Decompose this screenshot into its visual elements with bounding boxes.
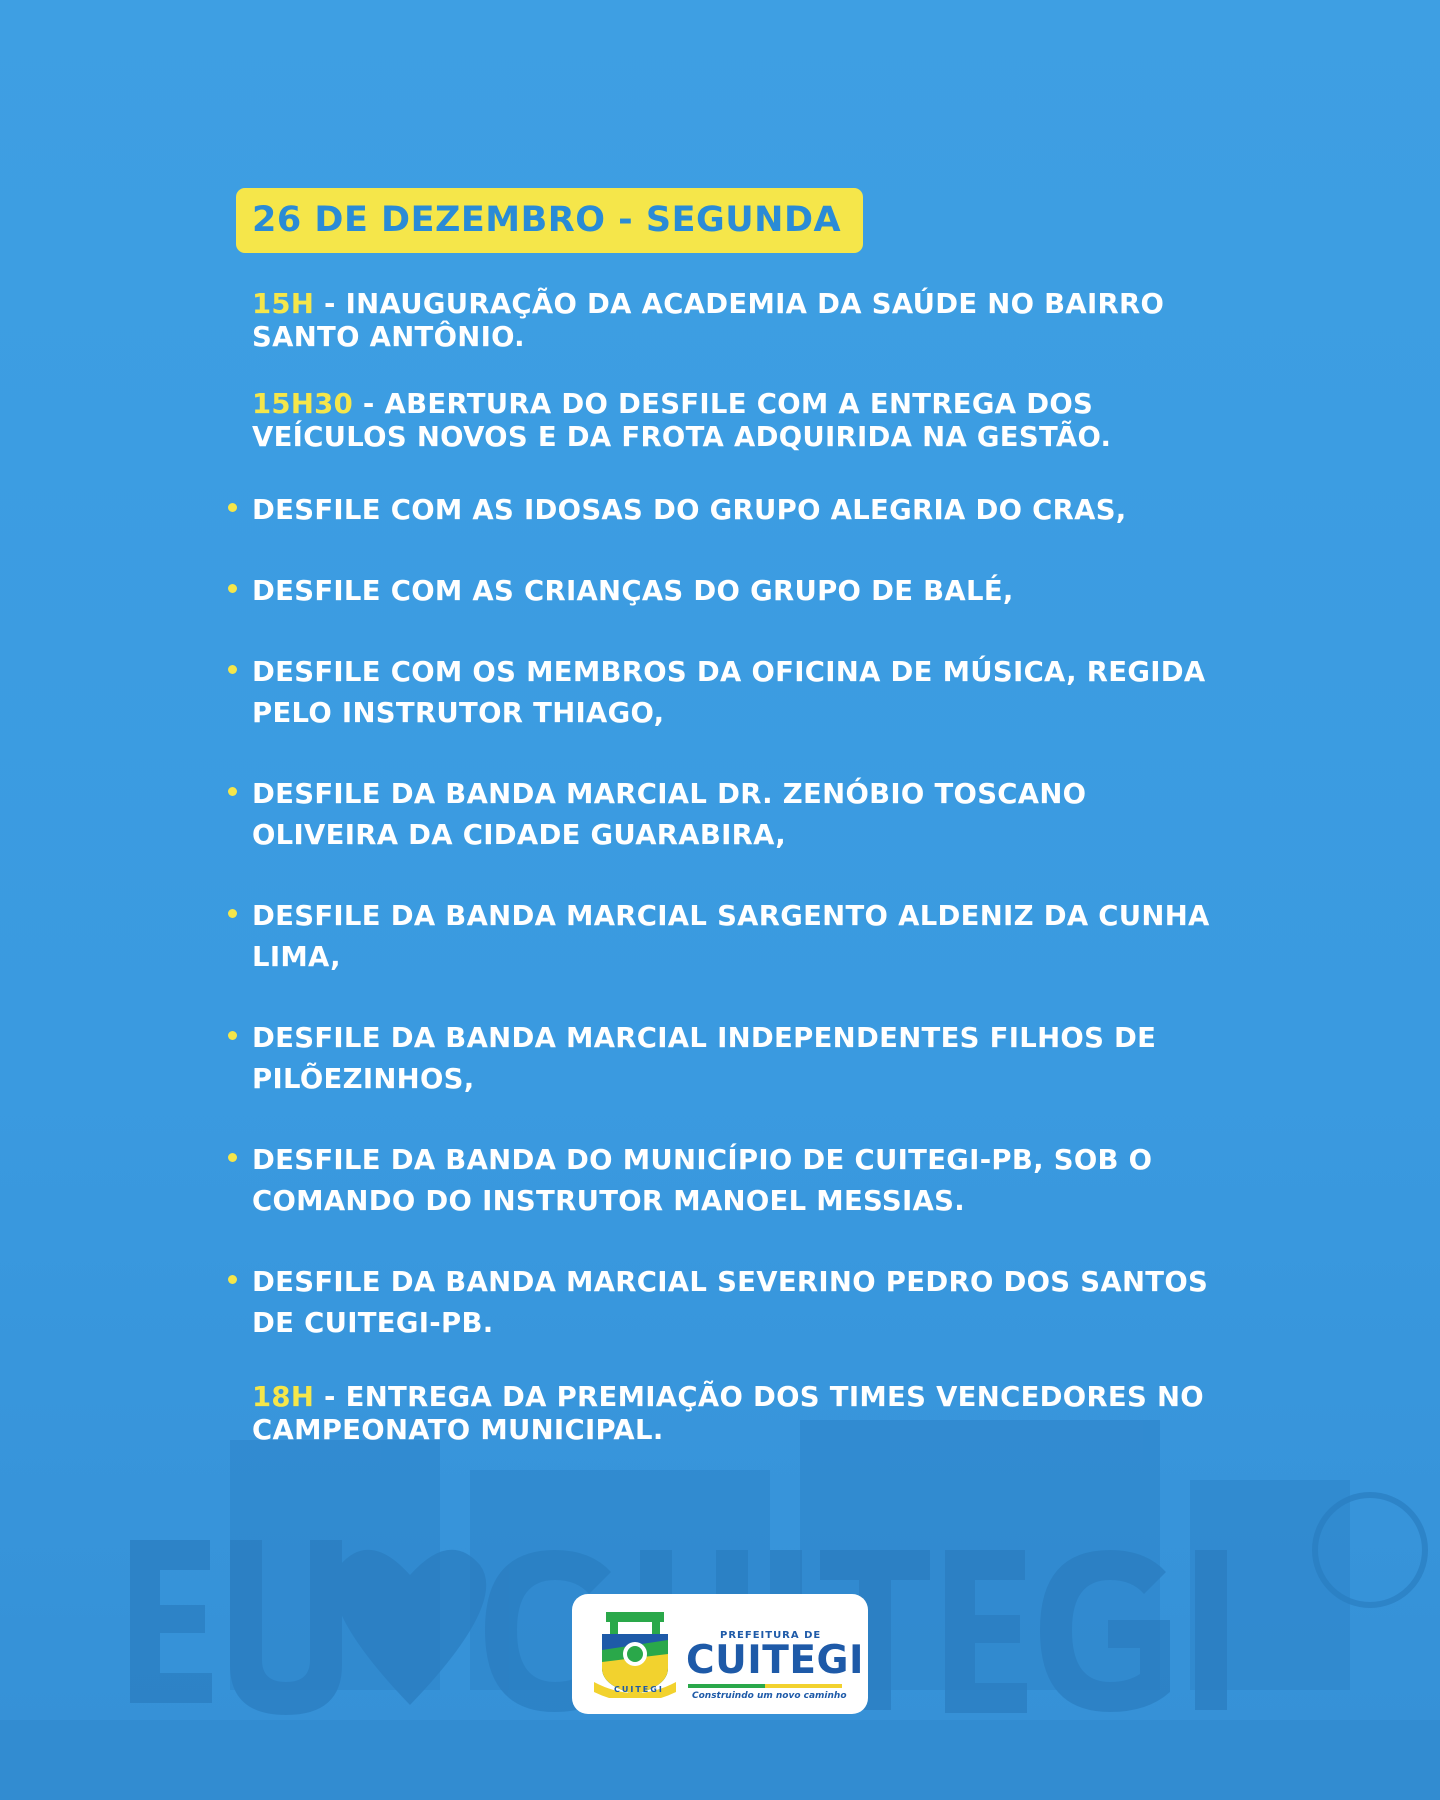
crest-ribbon-text: CUITEGI xyxy=(614,1685,664,1694)
bullet-icon xyxy=(228,1275,237,1284)
schedule-item xyxy=(252,288,1232,354)
parade-item xyxy=(252,1018,1232,1100)
parade-item xyxy=(252,774,1232,856)
parade-item xyxy=(252,896,1232,978)
bullet-icon xyxy=(228,584,237,593)
parade-item xyxy=(252,490,1232,531)
schedule-panel xyxy=(236,188,1236,1446)
bullet-icon xyxy=(228,909,237,918)
parade-text: DESFILE DA BANDA DO MUNICÍPIO DE CUITEGI-PB, SOB O COMANDO DO INSTRUTOR MANOEL MESSIAS. xyxy=(252,1144,1153,1217)
time-label: 15H xyxy=(252,288,315,320)
parade-item xyxy=(252,652,1232,734)
parade-text: DESFILE COM AS IDOSAS DO GRUPO ALEGRIA DO CRAS, xyxy=(252,494,1127,526)
schedule-text: - INAUGURAÇÃO DA ACADEMIA DA SAÚDE NO BAIRRO SANTO ANTÔNIO. xyxy=(252,288,1165,353)
logo-name: CUITEGI xyxy=(686,1638,865,1683)
logo-prefix: PREFEITURA DE xyxy=(720,1630,822,1641)
logo-divider xyxy=(688,1684,842,1688)
parade-item xyxy=(252,571,1232,612)
time-label: 15H30 xyxy=(252,388,354,420)
parade-item xyxy=(252,1140,1232,1222)
time-label: 18H xyxy=(252,1381,315,1413)
parade-text: DESFILE COM AS CRIANÇAS DO GRUPO DE BALÉ, xyxy=(252,575,1014,607)
date-badge: 26 DE DEZEMBRO - SEGUNDA xyxy=(236,188,863,253)
schedule-item xyxy=(252,388,1232,454)
logo-slogan: Construindo um novo caminho xyxy=(692,1691,847,1701)
bullet-icon xyxy=(228,787,237,796)
parade-text: DESFILE DA BANDA MARCIAL SEVERINO PEDRO DOS SANTOS DE CUITEGI-PB. xyxy=(252,1266,1209,1339)
parade-item xyxy=(252,1262,1232,1344)
parade-text: DESFILE DA BANDA MARCIAL SARGENTO ALDENIZ DA CUNHA LIMA, xyxy=(252,900,1210,973)
schedule-text: - ENTREGA DA PREMIAÇÃO DOS TIMES VENCEDORES NO CAMPEONATO MUNICIPAL. xyxy=(252,1381,1204,1446)
bullet-icon xyxy=(228,665,237,674)
bullet-icon xyxy=(228,1031,237,1040)
parade-text: DESFILE DA BANDA MARCIAL DR. ZENÓBIO TOSCANO OLIVEIRA DA CIDADE GUARABIRA, xyxy=(252,778,1087,851)
parade-text: DESFILE COM OS MEMBROS DA OFICINA DE MÚSICA, REGIDA PELO INSTRUTOR THIAGO, xyxy=(252,656,1206,729)
parade-text: DESFILE DA BANDA MARCIAL INDEPENDENTES FILHOS DE PILÕEZINHOS, xyxy=(252,1022,1157,1095)
schedule-text: - ABERTURA DO DESFILE COM A ENTREGA DOS VEÍCULOS NOVOS E DA FROTA ADQUIRIDA NA GESTÃO. xyxy=(252,388,1112,453)
bullet-icon xyxy=(228,1153,237,1162)
schedule-item xyxy=(252,1381,1232,1447)
bullet-icon xyxy=(228,503,237,512)
prefeitura-logo xyxy=(572,1594,868,1714)
